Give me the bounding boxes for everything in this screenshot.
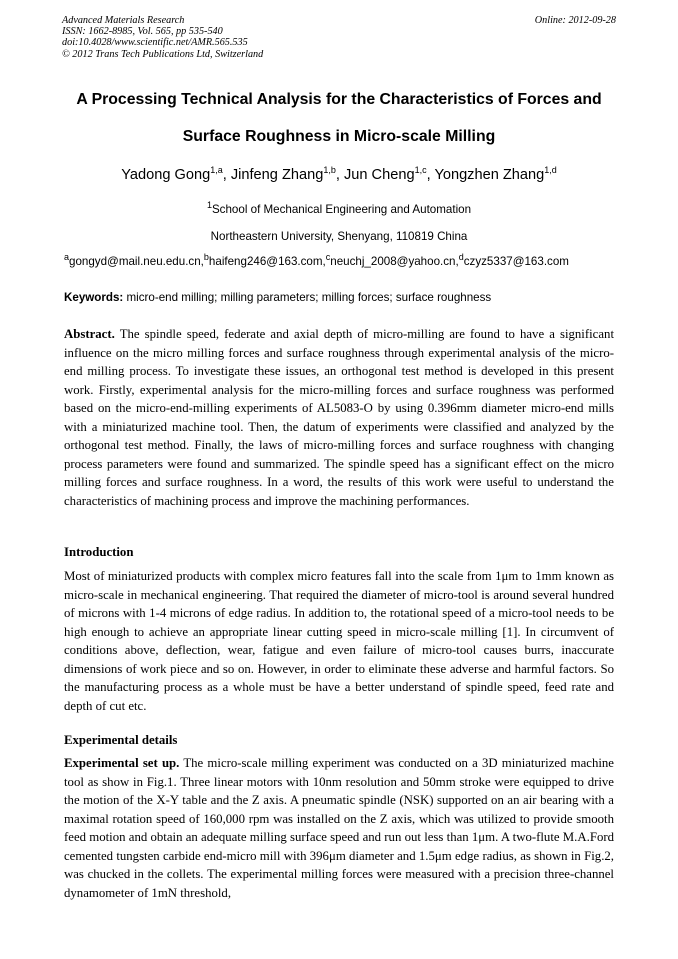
author-list: Yadong Gong$^{1,a}$, Jinfeng Zhang$^{1,b}$, Jun Cheng$^{1,c}$, Yongzhen Zhang$^{1,d}$ — [121, 165, 557, 183]
email-sup: c — [325, 252, 331, 263]
online-date: Online: 2012-09-28 — [534, 15, 616, 26]
experimental-paragraph — [64, 754, 614, 902]
journal-name: Advanced Materials Research — [62, 15, 185, 26]
keywords — [64, 291, 491, 304]
introduction-heading: Introduction — [64, 545, 134, 559]
affiliation-line-2: Northeastern University, Shenyang, 110819 China — [210, 230, 468, 243]
author-name: Jun Cheng — [343, 167, 415, 183]
email-address: czyz5337@163.com — [463, 255, 569, 268]
author-sup: 1,b — [323, 165, 336, 176]
author-name: Jinfeng Zhang — [230, 167, 324, 183]
experimental-text: The micro-scale milling experiment was conducted on a 3D miniaturized machine tool as show in Fig.1. Three linear motors with 10nm resolution and 50mm stroke were equipped to drive the motion of the X-Y table and the Z axis. A pneumatic spindle (NSK) supported on an air bearing with a maximal rotation speed of 160,000 rpm was installed on the Z axis, which was utilized to provide smooth feed motion and obtain an adequate milling surface speed and run out less than 1μm. A two-flute M.A.Ford cemented tungsten carbide end-micro mill with 396μm diameter and 1.5μm edge radius, as shown in Fig.2, was chucked in the collets. The experimental milling forces were measured with a precision three-channel dynamometer of 1mN threshold, — [64, 756, 614, 900]
paper-title-line-1: A Processing Technical Analysis for the Characteristics of Forces and — [76, 91, 602, 108]
author-name: Yadong Gong — [121, 167, 211, 183]
keywords-text: micro-end milling; milling parameters; milling forces; surface roughness — [126, 291, 492, 304]
abstract-text: The spindle speed, federate and axial depth of micro-milling are found to have a significant influence on the micro milling forces and surface roughness through experimental analysis of the micro-end milling process. To investigate these issues, an orthogonal test method is developed in this present work. Firstly, experimental analysis for the micro-milling forces and surface roughness was performed based on the micro-end-milling experiments of AL5083-O by using 0.396mm diameter micro-end mills with a miniaturized machine tool. Then, the datum of experiments were classified and analyzed by the orthogonal test method. Finally, the laws of micro-milling forces and surface roughness with changing process parameters were found and summarized. The spindle speed has a significant effect on the micro milling forces and surface roughness. In a word, the results of this work were useful to understand the characteristics of machining process and improve the machining performances. — [64, 327, 614, 508]
author-sup: 1,a — [210, 165, 223, 176]
keywords-label: Keywords: — [64, 291, 124, 304]
experimental-heading: Experimental details — [64, 733, 178, 747]
email-sup: d — [458, 252, 464, 263]
email-address: neuchj_2008@yahoo.cn, — [330, 255, 459, 268]
experimental-setup-label: Experimental set up. — [64, 756, 180, 770]
copyright-line: © 2012 Trans Tech Publications Ltd, Switzerland — [62, 48, 264, 60]
abstract-label: Abstract. — [64, 327, 115, 341]
issn-line: ISSN: 1662-8985, Vol. 565, pp 535-540 — [62, 26, 223, 38]
affiliation-sup: 1 — [206, 200, 212, 211]
email-address: gongyd@mail.neu.edu.cn, — [69, 255, 204, 268]
affiliation-school: School of Mechanical Engineering and Automation — [211, 203, 472, 216]
email-address: haifeng246@163.com, — [208, 255, 326, 268]
email-sup: b — [203, 252, 209, 263]
doi-line: doi:10.4028/www.scientific.net/AMR.565.535 — [62, 37, 248, 49]
journal-header — [62, 15, 263, 60]
email-sup: a — [64, 252, 70, 263]
introduction-text: Most of miniaturized products with complex micro features fall into the scale from 1μm to 1mm known as micro-scale in mechanical engineering. That required the diameter of micro-tool is around several hundred of microns with 1-4 microns of edge radius. In addition to, the rotational speed of a micro-tool needs to be high enough to achieve an appropriate linear cutting speed in micro-scale milling [1]. In circumvent of conditions above, deflection, wear, fatigue and even failure of micro-tool causes burrs, inaccurate dimensions of work piece and so on. However, in order to eliminate these adverse and harmful factors. So the manufacturing process as a whole must be have a better understand of spindle speed, feed rate and depth of cut etc. — [64, 569, 614, 713]
paper-title-line-2: Surface Roughness in Micro-scale Milling — [182, 128, 496, 145]
email-list — [64, 252, 569, 268]
abstract — [64, 325, 614, 510]
author-sup: 1,c — [414, 165, 427, 176]
author-sup: 1,d — [544, 165, 557, 176]
author-name: Yongzhen Zhang — [434, 167, 545, 183]
affiliation-line-1 — [0, 200, 678, 216]
